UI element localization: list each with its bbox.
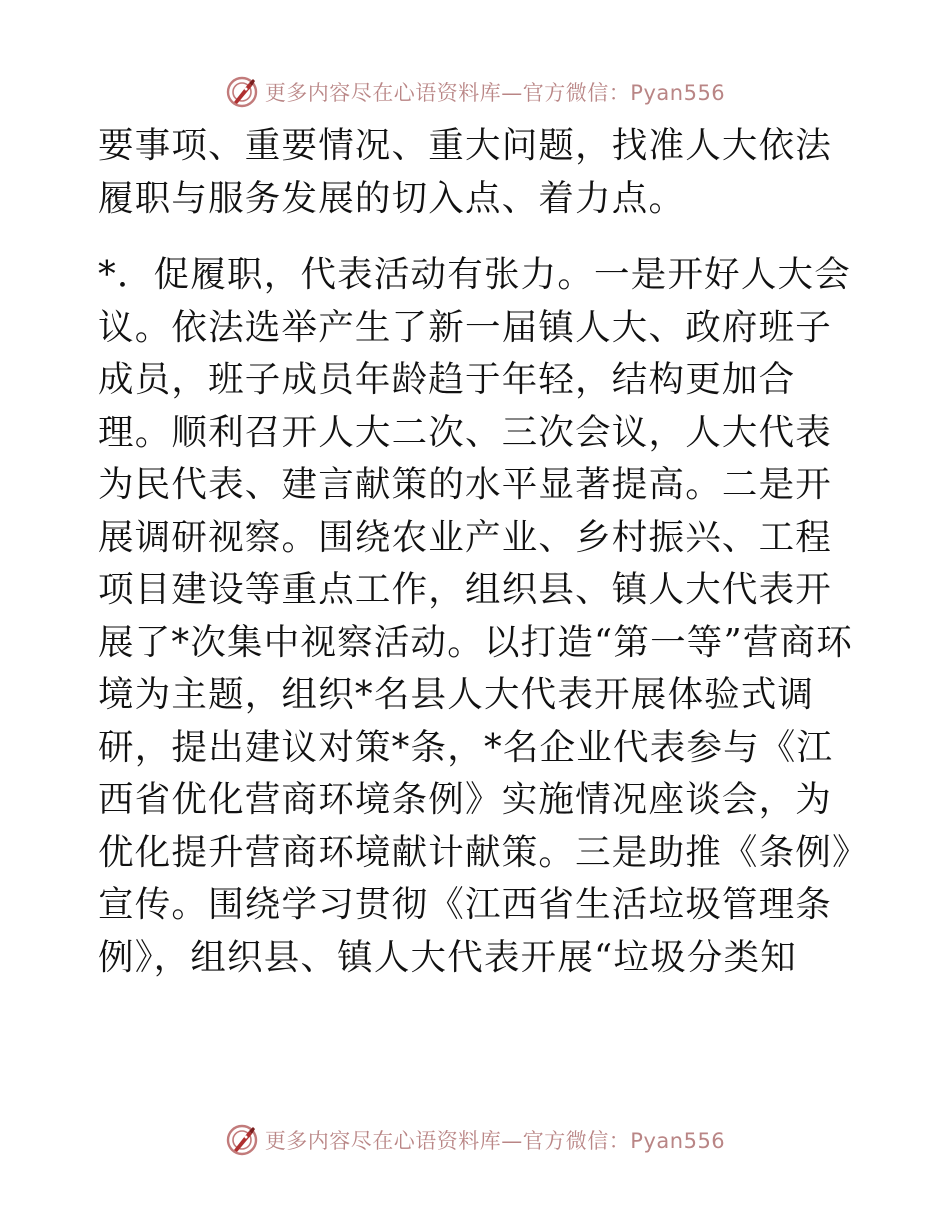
watermark-text: 更多内容尽在心语资料库—官方微信：Pyan556 [264, 81, 726, 105]
pen-nib-logo-icon [225, 1123, 259, 1157]
watermark-group [225, 1123, 725, 1157]
watermark-text: 更多内容尽在心语资料库—官方微信：Pyan556 [264, 1129, 726, 1153]
document-body [98, 120, 858, 984]
header-watermark [0, 72, 950, 112]
paragraph-representative-activities: *．促履职，代表活动有张力。一是开好人大会议。依法选举产生了新一届镇人大、政府班子成员，班子成员年龄趋于年轻，结构更加合理。顺利召开人大二次、三次会议，人大代表为民代表、建言献策的水平显著提高。二是开展调研视察。围绕农业产业、乡村振兴、工程项目建设等重点工作，组织县、镇人大代表开展了*次集中视察活动。以打造“第一等”营商环境为主题，组织*名县人大代表开展体验式调研，提出建议对策*条，*名企业代表参与《江西省优化营商环境条例》实施情况座谈会，为优化提升营商环境献计献策。三是助推《条例》宣传。围绕学习贯彻《江西省生活垃圾管理条例》，组织县、镇人大代表开展“垃圾分类知 [98, 254, 853, 978]
watermark-group [225, 75, 725, 109]
footer-watermark [0, 1120, 950, 1160]
pen-nib-logo-icon [225, 75, 259, 109]
paragraph-continuation: 要事项、重要情况、重大问题，找准人大依法履职与服务发展的切入点、着力点。 [98, 125, 833, 219]
